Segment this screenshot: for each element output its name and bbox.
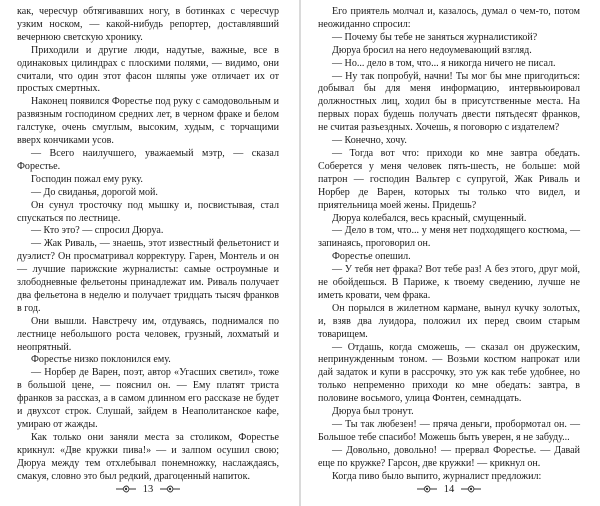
paragraph: Господин пожал ему руку.	[31, 173, 143, 185]
paragraph: — Кто это? — спросил Дюруа.	[31, 225, 164, 237]
paragraph: Как только они заняли места за столиком, Форестье крикнул: «Две кружки пива!» — и залпом осушил свою; Дюруа между тем отхлебывал понемножку, наслаждаясь, смакуя, словно это был редкий, драгоценный напиток.	[17, 431, 279, 482]
paragraph: Дюруа колебался, весь красный, смущенный.	[332, 212, 527, 224]
right-page	[318, 6, 580, 482]
paragraph: — Довольно, довольно! — прервал Форестье. — Давай еще по кружке? Гарсон, две кружки! — крикнул он.	[318, 444, 580, 469]
paragraph: как, чересчур обтягивавших ногу, в ботинках с чересчур узким носком, — какой-нибудь репортер, доставлявший вечернюю светскую хронику.	[17, 6, 279, 43]
left-page-footer	[17, 480, 279, 498]
ornament-left-icon	[416, 484, 438, 494]
ornament-left-icon	[115, 484, 137, 494]
paragraph: — У тебя нет фрака? Вот тебе раз! А без этого, друг мой, не обойдешься. В Париже, к твоему сведению, лучше не иметь кровати, чем фрака.	[318, 264, 580, 301]
paragraph: Форестье низко поклонился ему.	[31, 354, 171, 366]
paragraph: Приходили и другие люди, надутые, важные, все в одинаковых цилиндрах с плоскими полями, — видимо, они считали, что один этот фасон шляпы уже отличает их от простых смертных.	[17, 44, 279, 95]
book-gutter	[299, 0, 301, 506]
paragraph: Наконец появился Форестье под руку с самодовольным и развязным господином средних лет, в черном фраке и белом галстуке, очень смуглым, высоким, худым, с торчащими вверх кончиками усов.	[17, 96, 279, 147]
paragraph: — Почему бы тебе не заняться журналистикой?	[332, 31, 538, 43]
paragraph: Дюруа бросил на него недоумевающий взгляд.	[332, 44, 532, 56]
paragraph: — Жак Риваль, — знаешь, этот известный фельетонист и дуэлист? Он просматривал корректуру. Гарен, Монтель и он — лучшие парижские журналисты: самые остроумные и злободневные фельетоны принадлежат им. Риваль получает два фельетона в неделю и получает тридцать тысяч франков в год.	[17, 238, 279, 314]
paragraph: — Тогда вот что: приходи ко мне завтра обедать. Соберется у меня человек пять-шесть, не больше: мой патрон — господин Вальтер с супругой, Жак Риваль и Норбер де Варен, которых ты только что видел, и приятельница моей жены. Придешь?	[318, 147, 580, 211]
paragraph: Он сунул тросточку под мышку и, посвистывая, стал спускаться по лестнице.	[17, 199, 279, 224]
paragraph: Дюруа был тронут.	[332, 406, 414, 418]
paragraph: — До свиданья, дорогой мой.	[31, 186, 158, 198]
paragraph: Его приятель молчал и, казалось, думал о чем-то, потом неожиданно спросил:	[318, 6, 580, 30]
paragraph: Они вышли. Навстречу им, отдуваясь, поднимался по лестнице небольшого роста человек, грузный, лохматый и неопрятный.	[17, 315, 279, 353]
ornament-right-icon	[460, 484, 482, 494]
paragraph: Когда пиво было выпито, журналист предложил:	[332, 470, 542, 482]
paragraph: — Ну так попробуй, начни! Ты мог бы мне пригодиться: добывал бы для меня информацию, интервьюировал должностных лиц, ходил бы в присутственные места. На первых порах будешь получать двести пятьдесят франков, не считая разъездных. Хочешь, я поговорю с издателем?	[318, 70, 580, 134]
page-number: 14	[443, 483, 455, 495]
right-page-footer	[318, 480, 580, 498]
paragraph: — Норбер де Варен, поэт, автор «Угасших светил», тоже в большой цене, — пояснил он. — Ему платят триста франков за рассказ, а в самом длинном его рассказе не будет и двухсот строк. Слушай, зайдем в Неаполитанское кафе, умираю от жажды.	[17, 367, 279, 430]
paragraph: — Ты так любезен! — пряча деньги, пробормотал он. — Большое тебе спасибо! Можешь быть уверен, я не забуду...	[318, 419, 580, 443]
ornament-right-icon	[159, 484, 181, 494]
paragraph: — Дело в том, что... у меня нет подходящего костюма, — запинаясь, проговорил он.	[318, 225, 580, 250]
left-page	[17, 6, 279, 482]
paragraph: Он порылся в жилетном кармане, вынул кучку золотых, и, взяв два луидора, положил их перед своим старым товарищем.	[318, 302, 580, 340]
paragraph: — Всего наилучшего, уважаемый мэтр, — сказал Форестье.	[17, 147, 279, 172]
paragraph: — Отдашь, когда сможешь, — сказал он дружеским, непринужденным тоном. — Возьми костюм напрокат или дай задаток и купи в рассрочку, это уж как тебе удобнее, но только непременно приходи ко мне обедать: завтра, в половине восьмого, улица Фонтен, семнадцать.	[318, 341, 580, 405]
paragraph: Форестье опешил.	[332, 251, 411, 263]
page-number: 13	[142, 483, 154, 495]
paragraph: — Но... дело в том, что... я никогда ничего не писал.	[332, 57, 556, 69]
paragraph: — Конечно, хочу.	[332, 135, 407, 147]
